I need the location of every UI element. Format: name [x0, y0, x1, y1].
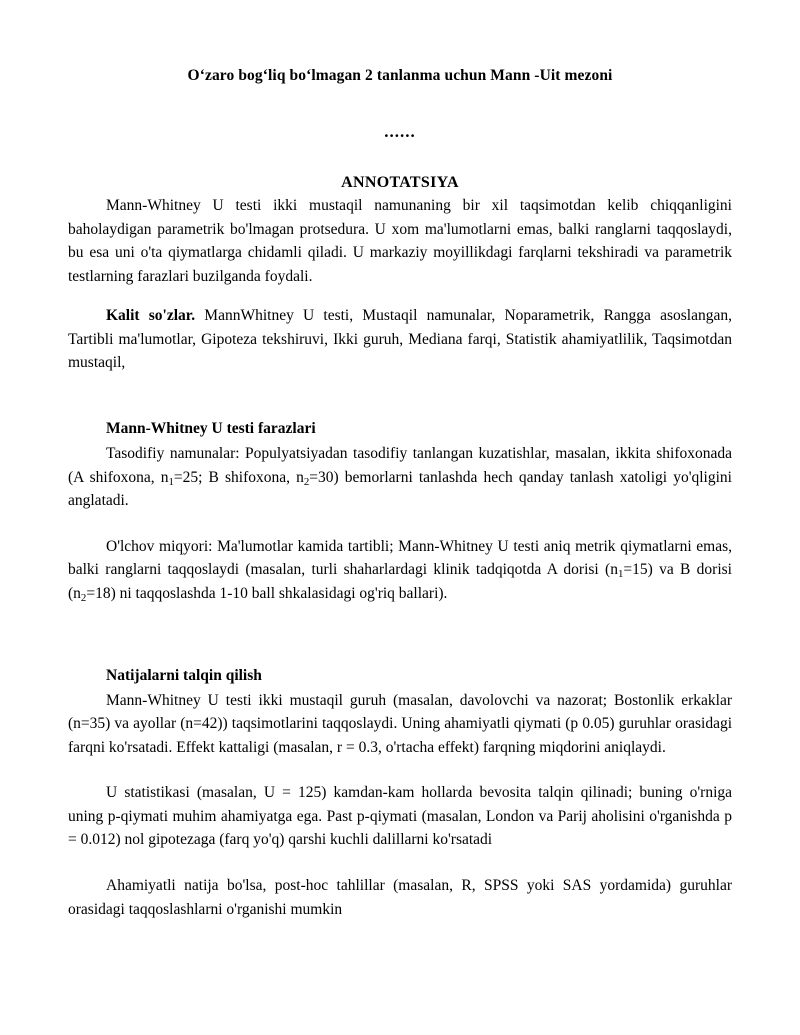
- page-title: O‘zaro bog‘liq bo‘lmagan 2 tanlanma uchun Mann -Uit mezoni: [187, 67, 613, 84]
- divider-dots: ......: [384, 122, 416, 142]
- spacer-2: [68, 606, 732, 664]
- annotation-heading: ANNOTATSIYA: [341, 174, 459, 192]
- keywords-paragraph: [68, 304, 732, 375]
- assumptions-p1-subscript-1: 1: [168, 475, 174, 488]
- interpretation-heading: Natijalarni talqin qilish: [106, 666, 262, 684]
- annotation-paragraph: Mann-Whitney U testi ikki mustaqil namunaning bir xil taqsimotdan kelib chiqqanligini baholaydigan parametrik bo'lmagan protsedura. U xom ma'lumotlarni emas, balki ranglarni taqqoslaydi, bu esa uni o'ta qiymatlarga chidamli qiladi. U markaziy moyillikdagi farqlarni tekshiradi va parametrik testlarning farazlari buzilganda foydali.: [68, 197, 732, 285]
- assumptions-p2-part-c: =18) ni taqqoslashda 1-10 ball shkalasidagi og'riq ballari).: [86, 584, 448, 602]
- assumptions-p2-part-a: O'lchov miqyori: Ma'lumotlar kamida tartibli; Mann-Whitney U testi aniq metrik qiymatlarni emas, balki ranglarni taqqoslaydi (masalan, turli shaharlardagi klinik tadqiqotda A dorisi (n: [68, 537, 732, 579]
- assumptions-p2-subscript-2: 2: [80, 591, 87, 604]
- assumptions-paragraph-2: [68, 535, 732, 606]
- assumptions-p1-part-c: =30) bemorlarni tanlashda hech qanday tanlash xatoligi yo'qligini anglatadi.: [68, 468, 732, 510]
- assumptions-p2-subscript-1: 1: [617, 568, 624, 581]
- keywords-label: Kalit so'zlar.: [106, 307, 196, 325]
- interpretation-paragraph-1: Mann-Whitney U testi ikki mustaqil guruh (masalan, davolovchi va nazorat; Bostonlik erkaklar (n=35) va ayollar (n=42)) taqsimotlarini taqqoslaydi. Uning ahamiyatli qiymati (p 0.05) guruhlar orasidagi farqni ko'rsatadi. Effekt kattaligi (masalan, r = 0.3, o'rtacha effekt) farqning miqdorini aniqlaydi.: [68, 691, 732, 756]
- spacer-1: [68, 375, 732, 417]
- assumptions-p1-part-a: Tasodifiy namunalar: Populyatsiyadan tasodifiy tanlangan kuzatishlar, masalan, ikkita shifoxonada (A shifoxona, n: [68, 445, 732, 486]
- assumptions-paragraph-1: [68, 442, 732, 513]
- assumptions-p1-subscript-2: 2: [303, 475, 310, 488]
- assumptions-p1-part-b: =25; B shifoxona, n: [173, 468, 304, 486]
- interpretation-paragraph-2: U statistikasi (masalan, U = 125) kamdan-kam hollarda bevosita talqin qilinadi; buning o'rniga uning p-qiymati muhim ahamiyatga ega. Past p-qiymati (masalan, London va Parij aholisini o'rganishda p = 0.012) nol gipotezaga (farq yo'q) qarshi kuchli dalillarni ko'rsatadi: [68, 784, 732, 849]
- interpretation-paragraph-3: Ahamiyatli natija bo'lsa, post-hoc tahlillar (masalan, R, SPSS yoki SAS yordamida) guruhlar orasidagi taqqoslashlarni o'rganishi mumkin: [68, 877, 732, 918]
- keywords-text: MannWhitney U testi, Mustaqil namunalar, Noparametrik, Rangga asoslangan, Tartibli ma'lumotlar, Gipoteza tekshiruvi, Ikki guruh, Mediana farqi, Statistik ahamiyatlilik, Taqsimotdan mustaqil,: [68, 307, 732, 372]
- assumptions-p2-part-b: =15) va B dorisi (n: [68, 561, 732, 602]
- assumptions-heading: Mann-Whitney U testi farazlari: [106, 419, 316, 437]
